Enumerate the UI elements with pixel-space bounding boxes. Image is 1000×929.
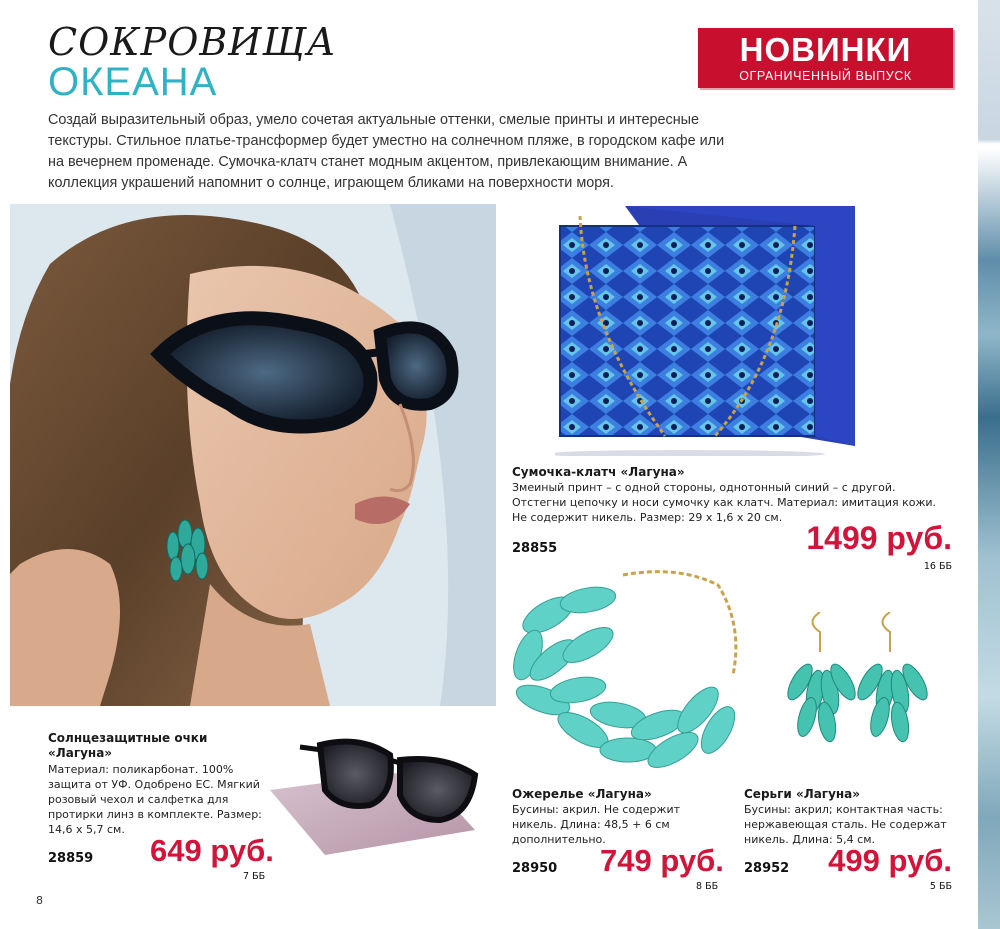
necklace-points: 8 ББ	[696, 881, 719, 892]
sunglasses-image	[270, 735, 495, 865]
clutch-price: 1499 руб.	[806, 520, 952, 556]
sunglasses-description: Материал: поликарбонат. 100% защита от УФ. Одобрено ЕС. Мягкий розовый чехол и салфетка для протирки линз в комплекте. Размер: 14,6 х 5,7 см.	[48, 763, 262, 836]
sunglasses-title: Солнцезащитные очки «Лагуна»	[48, 731, 208, 760]
badge-main-text: НОВИНКИ	[739, 31, 912, 68]
earrings-price: 499 руб.	[828, 843, 952, 878]
necklace-code: 28950	[512, 861, 558, 876]
badge-sub-text: ОГРАНИЧЕННЫЙ ВЫПУСК	[739, 69, 912, 83]
sunglasses-price: 649 руб.	[150, 833, 274, 868]
earrings-title: Серьги «Лагуна»	[744, 787, 861, 801]
page-number: 8	[36, 894, 43, 907]
necklace-price: 749 руб.	[600, 843, 724, 878]
sunglasses-points: 7 ББ	[243, 871, 266, 882]
clutch-description: Змеиный принт – с одной стороны, однотонный синий – с другой. Отстегни цепочку и носи сумочку как клатч. Материал: имитация кожи. Не содержит никель. Размер: 29 х 1,6 х 20 см.	[512, 481, 937, 524]
earrings-image	[765, 612, 950, 752]
clutch-code: 28855	[512, 541, 558, 556]
page-title-line2: ОКЕАНА	[48, 60, 218, 104]
model-photo	[10, 204, 496, 706]
earrings-code: 28952	[744, 861, 790, 876]
clutch-title: Сумочка-клатч «Лагуна»	[512, 465, 685, 479]
earrings-description: Бусины: акрил; контактная часть: нержавеющая сталь. Не содержат никель. Длина: 5,4 см.	[744, 803, 947, 846]
clutch-image	[555, 206, 870, 456]
new-products-badge	[698, 28, 953, 88]
intro-paragraph: Создай выразительный образ, умело сочетая актуальные оттенки, смелые принты и интересные текстуры. Стильное платье-трансформер будет уместно на солнечном пляже, в городском кафе или на вечернем променаде. Сумочка-клатч станет модным акцентом, привлекающим внимание. А коллекция украшений напомнит о солнце, играющем бликами на поверхности моря.	[48, 112, 725, 191]
necklace-title: Ожерелье «Лагуна»	[512, 787, 652, 801]
earrings-points: 5 ББ	[929, 881, 952, 892]
necklace-image	[508, 565, 753, 775]
sunglasses-code: 28859	[48, 851, 94, 866]
page-title-line1: СОКРОВИЩА	[48, 20, 337, 64]
adjacent-page-edge	[978, 0, 1000, 929]
clutch-points: 16 ББ	[923, 561, 952, 572]
necklace-description: Бусины: акрил. Не содержит никель. Длина: 48,5 + 6 см дополнительно.	[512, 803, 681, 846]
